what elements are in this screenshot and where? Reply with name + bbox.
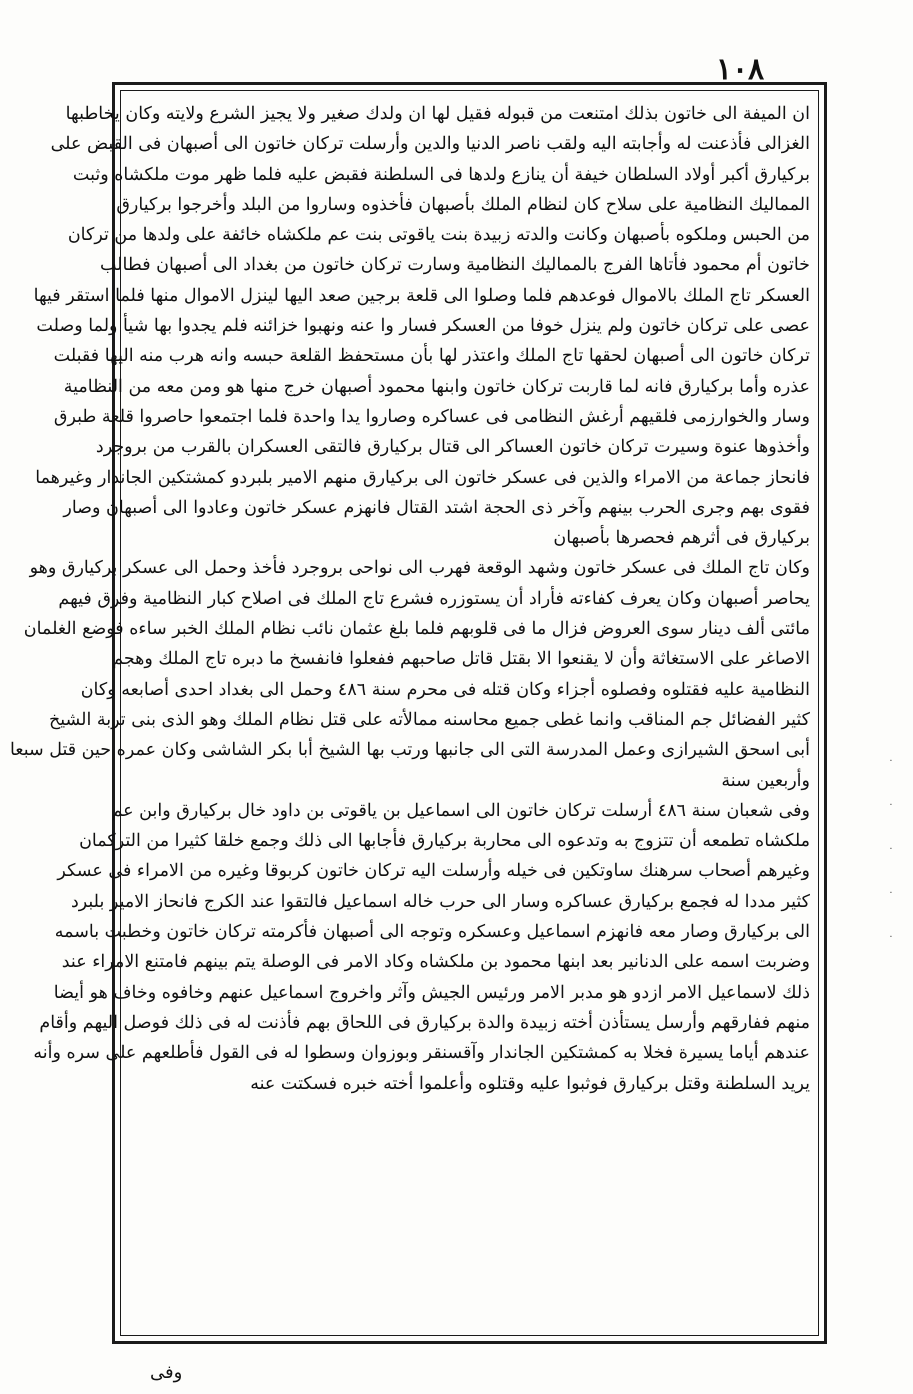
- text-line: من الحبس وملكوه بأصبهان وكانت والدته زبيدة بنت ياقوتى بنت عم ملكشاه خائفة على ولدها من تركان: [67, 225, 810, 246]
- page-frame: [9, 82, 827, 1344]
- text-line: مائتى ألف دينار سوى العروض فزال ما فى قلوبهم فلما بلغ عثمان نائب نظام الملك الخبر ساءه فوضع الغلمان: [23, 619, 810, 640]
- paragraph-end-line: يريد السلطنة وقتل بركيارق فوثبوا عليه وقتلوه وأعلموا أخته خبره فسكتت عنه: [250, 1073, 810, 1094]
- text-line: النظامية عليه فقتلوه وفصلوه أجزاء وكان قتله فى محرم سنة ٤٨٦ وحمل الى بغداد احدى أصابعه وكان: [80, 679, 810, 700]
- text-line: ملكشاه تطمعه أن تتزوج به وتدعوه الى محاربة بركيارق فأجابها الى ذلك وجمع خلقا كثيرا من التركمان: [79, 831, 810, 852]
- text-line: عذره وأما بركيارق فانه لما قاربت تركان خاتون وابنها محمود أصبهان خرج منها هو ومن معه من النظامية: [63, 376, 810, 397]
- text-line: كثير الفضائل جم المناقب وانما غطى جميع محاسنه ممالأته على قتل نظام الملك وهو الذى بنى تربة الشيخ: [48, 709, 810, 730]
- text-line: عندهم أياما يسيرة فخلا به كمشتكين الجاندار وآقسنقر وبوزوان وسطوا له فى القول فأطلعهم على سره وأنه: [33, 1043, 810, 1064]
- text-line: الاصاغر على الاستغاثة وأن لا يقنعوا الا بقتل قاتل صاحبهم ففعلوا فانفسخ ما دبره تاج الملك وهجم: [112, 649, 810, 670]
- text-line: الى بركيارق وصار معه فانهزم اسماعيل وعسكره وتوجه الى أصبهان فأكرمته تركان خاتون وخطبت باسمه: [54, 922, 810, 943]
- catchword: وفى: [150, 1362, 183, 1383]
- text-line: فانحاز جماعة من الامراء والذين فى عسكر خاتون الى بركيارق منهم الامير بلبردو كمشتكين الجاندار وغيرهما: [35, 467, 810, 488]
- text-line: المماليك النظامية على سلاح كان لنظام الملك بأصبهان فأخذوه وساروا من البلد وأخرجوا بركيارق: [116, 194, 810, 215]
- text-line: بركيارق أكبر أولاد السلطان خيفة أن ينازع ولدها فى السلطنة فقبض عليه فلما ظهر موت ملكشاه وثبت: [72, 164, 810, 185]
- text-line: وأخذوها عنوة وسيرت تركان خاتون العساكر الى قتال بركيارق فالتقى العسكران بالقرب من بروجرد: [95, 437, 810, 458]
- text-line: أبى اسحق الشيرازى وعمل المدرسة التى الى جانبها ورتب بها الشيخ أبا بكر الشاشى وكان عمره حين قتل سبعا: [9, 740, 810, 761]
- text-line: وكان تاج الملك فى عسكر خاتون وشهد الوقعة فهرب الى نواحى بروجرد فأخذ وحمل الى عسكر بركيارق وهو: [29, 558, 810, 579]
- text-line: تركان خاتون الى أصبهان لحقها تاج الملك واعتذر لها بأن مستحفظ القلعة حبسه وانه هرب منه اليها فقبلت: [53, 346, 810, 367]
- text-line: الغزالى فأذعنت له وأجابته اليه ولقب ناصر الدنيا والدين وأرسلت تركان خاتون الى أصبهان فى القبض على: [50, 134, 810, 155]
- text-line: وفى شعبان سنة ٤٨٦ أرسلت تركان خاتون الى اسماعيل بن ياقوتى بن داود خال بركيارق وابن عم: [111, 800, 810, 821]
- text-line: يحاصر أصبهان وكان يعرف كفاءته فأراد أن يستوزره فشرع تاج الملك فى اصلاح كبار النظامية وفرق فيهم: [58, 588, 810, 609]
- paragraph-end-line: وأربعين سنة: [721, 770, 810, 791]
- text-line: عصى على تركان خاتون ولم ينزل خوفا من العسكر فسار وا عنه ونهبوا خزائنه فلم يجدوا بها شيأ ولما وصلت: [36, 316, 810, 337]
- text-line: فقوى بهم وجرى الحرب بينهم وآخر ذى الحجة اشتد القتال فانهزم عسكر خاتون وعادوا الى أصبهان وصار: [63, 497, 810, 518]
- paragraph-end-line: بركيارق فى أثرهم فحصرها بأصبهان: [553, 528, 810, 549]
- text-line: ذلك لاسماعيل الامر ازدو هو مدبر الامر ورئيس الجيش وآثر واخروج اسماعيل عنهم وخافوه وخاف هو أيضا: [53, 982, 810, 1003]
- text-line: خاتون أم محمود فأتاها الفرج بالمماليك النظامية وسارت تركان خاتون من بغداد الى أصبهان فطالب: [99, 255, 810, 276]
- text-line: وسار والخوارزمى فلقيهم أرغش النظامى فى عساكره وصاروا يدا واحدة فلما اجتمعوا حاصروا قلعة طبرق: [53, 406, 810, 427]
- text-line: كثير مددا له فجمع بركيارق عساكره وسار الى حرب خاله اسماعيل فالتقوا عند الكرج فانحاز الامير بلبرد: [70, 891, 810, 912]
- text-line: العسكر تاج الملك بالاموال فوعدهم فلما وصلوا الى قلعة برجين صعد اليها لينزل الاموال منها فلما استقر فيها: [33, 285, 810, 306]
- text-line: وضربت اسمه على الدنانير بعد ابنها محمود بن ملكشاه وكاد الامر فى الوصلة يتم بينهم فامتنع الامراء عند: [61, 952, 810, 973]
- text-line: ان الميفة الى خاتون بذلك امتنعت من قبوله فقيل لها ان ولدك صغير ولا يجيز الشرع ولايته وكان يخاطبها: [65, 104, 810, 124]
- text-line: وغيرهم أصحاب سرهنك ساوتكين فى خيله وأرسلت اليه تركان خاتون كربوقا وغيره من الامراء فى عسكر: [57, 861, 810, 882]
- page-number: ١٠٨: [715, 52, 765, 87]
- text-line: منهم ففارقهم وأرسل يستأذن أخته زبيدة والدة بركيارق فى اللحاق بهم فأذنت له فى ذلك فوصل اليهم وأقام: [39, 1012, 810, 1033]
- margin-dots: · · · · ·: [889, 756, 893, 943]
- text-block: [9, 99, 810, 1333]
